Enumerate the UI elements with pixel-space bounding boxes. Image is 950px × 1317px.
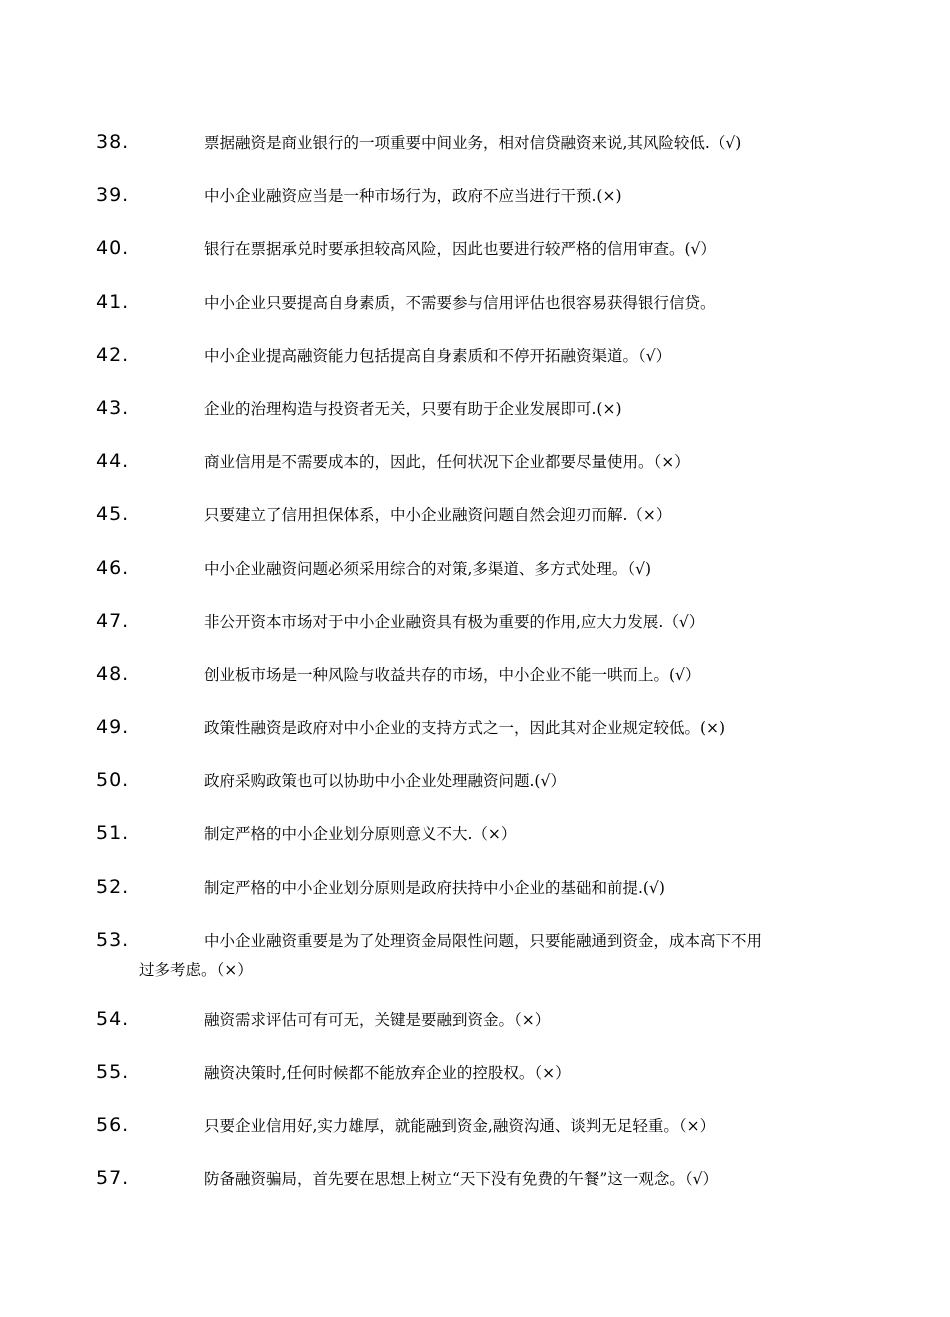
question-text: 防备融资骗局，首先要在思想上树立“天下没有免费的午餐”这一观念。（√） — [204, 1170, 718, 1189]
list-item — [96, 713, 856, 766]
list-item — [96, 766, 856, 819]
question-number: 49. — [96, 716, 130, 739]
question-number: 51. — [96, 822, 130, 845]
question-number: 52. — [96, 875, 130, 898]
list-item — [96, 607, 856, 660]
question-text: 商业信用是不需要成本的，因此，任何状况下企业都要尽量使用。（×） — [204, 453, 690, 472]
list-item — [96, 1058, 856, 1111]
question-text: 银行在票据承兑时要承担较高风险，因此也要进行较严格的信用审查。(√） — [204, 240, 716, 259]
list-item — [96, 873, 856, 926]
list-item — [96, 447, 856, 500]
question-text: 只要企业信用好,实力雄厚，就能融到资金,融资沟通、谈判无足轻重。（×） — [204, 1117, 716, 1136]
question-text: 制定严格的中小企业划分原则是政府扶持中小企业的基础和前提.(√) — [204, 878, 665, 897]
list-item — [96, 1164, 856, 1217]
list-item — [96, 288, 856, 341]
question-number: 43. — [96, 396, 130, 419]
question-number: 40. — [96, 237, 130, 260]
question-text: 融资需求评估可有可无，关键是要融到资金。（×） — [204, 1010, 551, 1029]
list-item — [96, 660, 856, 713]
question-number: 56. — [96, 1114, 130, 1137]
list-item — [96, 128, 856, 181]
question-text: 融资决策时,任何时候都不能放弃企业的控股权。（×） — [204, 1064, 571, 1082]
list-item — [96, 819, 856, 872]
list-item — [96, 1111, 856, 1164]
question-number: 42. — [96, 343, 130, 366]
question-number: 48. — [96, 662, 130, 685]
list-item — [96, 394, 856, 447]
question-text: 政策性融资是政府对中小企业的支持方式之一，因此其对企业规定较低。(×) — [204, 719, 726, 738]
question-text: 中小企业提高融资能力包括提高自身素质和不停开拓融资渠道。（√） — [204, 346, 672, 365]
list-item — [96, 234, 856, 287]
question-text: 只要建立了信用担保体系，中小企业融资问题自然会迎刃而解.（×） — [204, 506, 672, 525]
list-item — [96, 341, 856, 394]
question-text: 票据融资是商业银行的一项重要中间业务，相对信贷融资来说,其风险较低.（√) — [204, 134, 742, 152]
list-item — [96, 926, 856, 1005]
question-number: 46. — [96, 556, 130, 579]
list-item — [96, 554, 856, 607]
question-text: 中小企业融资问题必须采用综合的对策,多渠道、多方式处理。（√) — [204, 559, 652, 578]
question-number: 39. — [96, 184, 130, 207]
list-item — [96, 500, 856, 553]
question-text: 中小企业只要提高自身素质，不需要参与信用评估也很容易获得银行信贷。 — [204, 293, 716, 312]
question-list — [96, 128, 856, 1218]
question-text: 政府采购政策也可以协助中小企业处理融资问题.(√） — [204, 772, 566, 791]
question-number: 53. — [96, 928, 130, 951]
question-number: 50. — [96, 769, 130, 792]
list-item — [96, 1005, 856, 1058]
question-text-continuation: 过多考虑。（×） — [139, 960, 253, 979]
question-number: 54. — [96, 1007, 130, 1030]
question-number: 41. — [96, 290, 130, 313]
question-number: 44. — [96, 450, 130, 473]
question-number: 55. — [96, 1061, 130, 1083]
question-number: 38. — [96, 131, 130, 153]
question-text: 中小企业融资重要是为了处理资金局限性问题，只要能融通到资金，成本高下不用 — [204, 931, 763, 950]
question-number: 57. — [96, 1167, 130, 1190]
question-text: 制定严格的中小企业划分原则意义不大.（×） — [204, 825, 517, 844]
list-item — [96, 181, 856, 234]
question-text: 企业的治理构造与投资者无关，只要有助于企业发展即可.(×) — [204, 399, 622, 418]
question-number: 47. — [96, 609, 130, 632]
question-text: 中小企业融资应当是一种市场行为，政府不应当进行干预.(×) — [204, 187, 622, 206]
question-text: 创业板市场是一种风险与收益共存的市场，中小企业不能一哄而上。(√） — [204, 665, 701, 684]
question-number: 45. — [96, 503, 130, 526]
question-text: 非公开资本市场对于中小企业融资具有极为重要的作用,应大力发展.（√） — [204, 612, 705, 631]
